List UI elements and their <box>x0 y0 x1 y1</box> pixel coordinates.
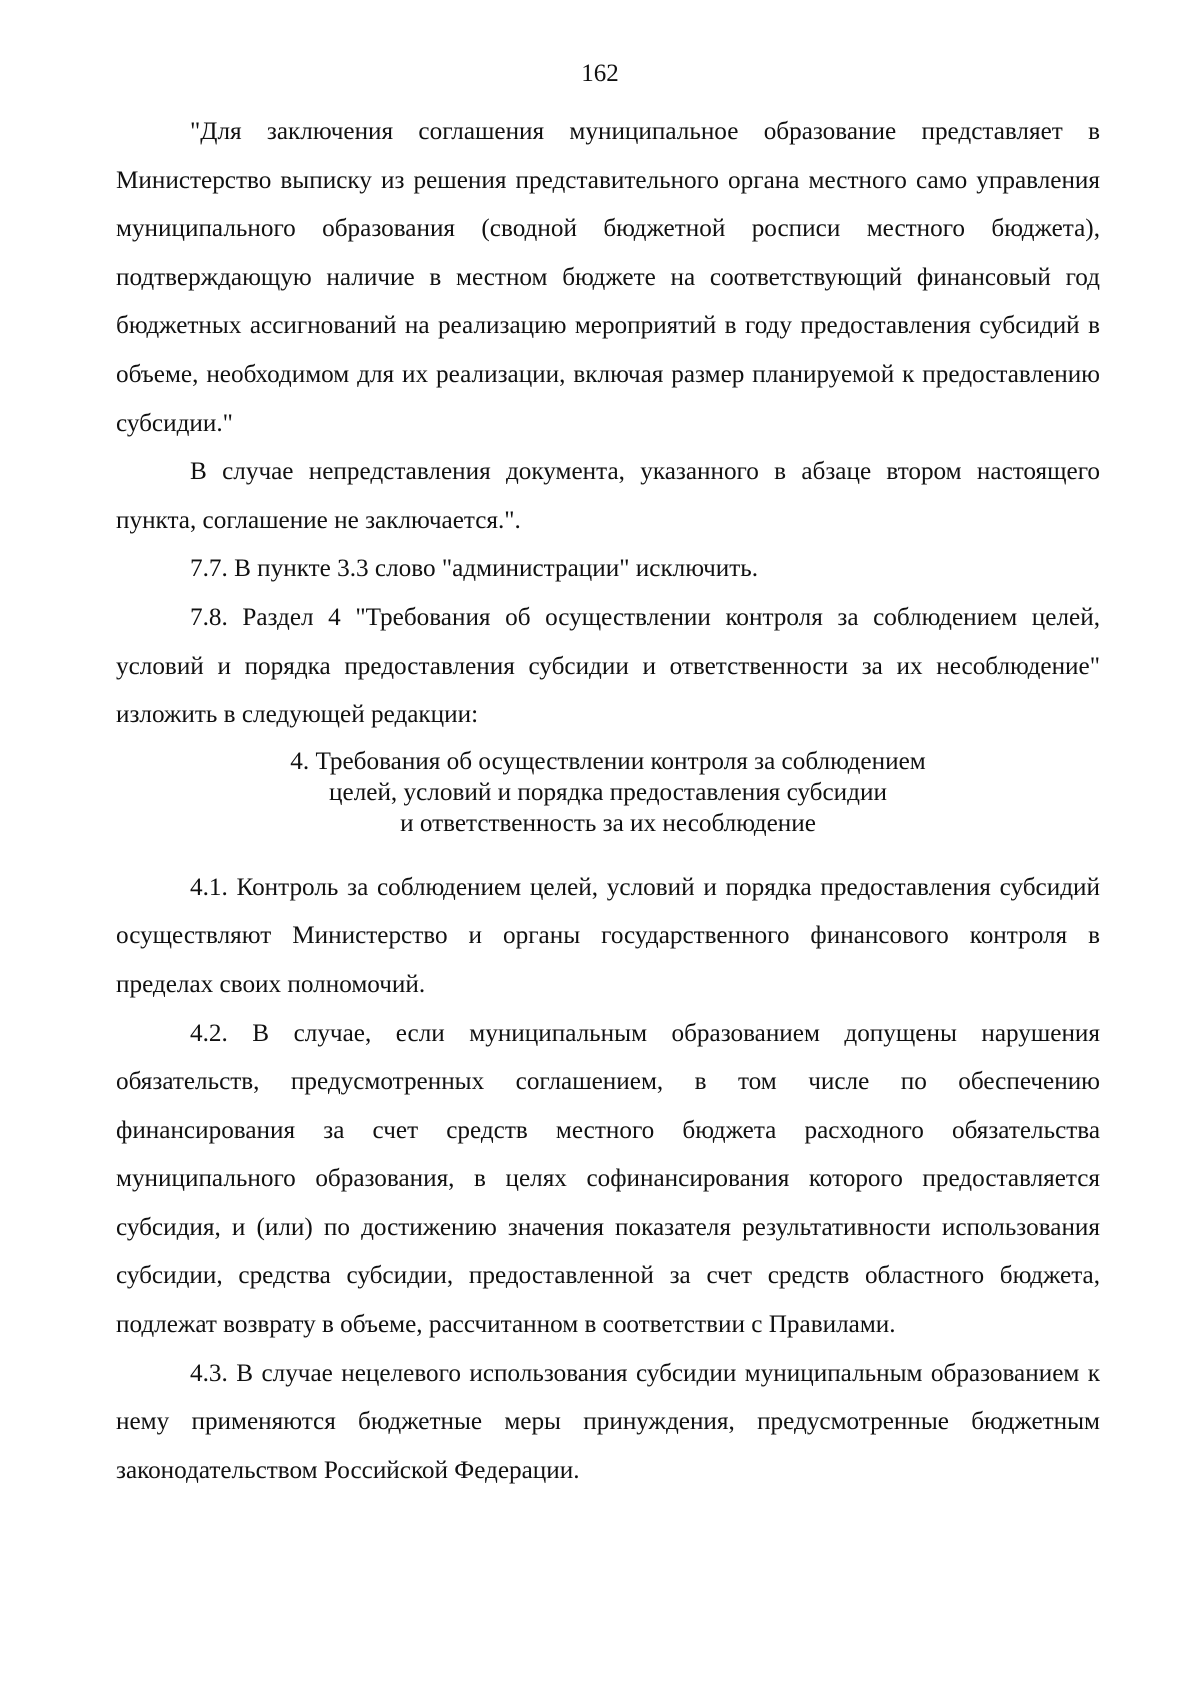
paragraph-7-7: 7.7. В пункте 3.3 слово "администрации" исключить. <box>190 555 759 583</box>
section-4-heading-line-1: 4. Требования об осуществлении контроля за соблюдением <box>290 747 926 775</box>
page-number: 162 <box>581 60 619 87</box>
paragraph-4-2: 4.2. В случае, если муниципальным образованием допущены нарушения обязательств, предусмотренных соглашением, в том числе по обеспечению финансирования за счет средств местного бюджета расходного обязательства муниципального образования, в целях софинансирования которого предоставляется субсидия, и (или) по достижению значения показателя результативности использования субсидии, средства субсидии, предоставленной за счет средств областного бюджета, подлежат возврату в объеме, рассчитанном в соответствии с Правилами. <box>116 1019 1100 1339</box>
paragraph-4-1: 4.1. Контроль за соблюдением целей, условий и порядка предоставления субсидий осуществляют Министерство и органы государственного финансового контроля в пределах своих полномочий. <box>116 873 1100 998</box>
paragraph-7-8: 7.8. Раздел 4 "Требования об осуществлении контроля за соблюдением целей, условий и порядка предоставления субсидии и ответственности за их несоблюдение" изложить в следующей редакции: <box>116 603 1100 729</box>
paragraph-4-3: 4.3. В случае нецелевого использования субсидии муниципальным образованием к нему применяются бюджетные меры принуждения, предусмотренные бюджетным законодательством Российской Федерации. <box>116 1359 1100 1484</box>
section-4-heading-line-2: целей, условий и порядка предоставления субсидии <box>329 778 887 806</box>
document-body <box>116 108 1100 1495</box>
paragraph-non-submission: В случае непредставления документа, указанного в абзаце втором настоящего пункта, соглашение не заключается.". <box>116 458 1100 534</box>
section-4-heading-line-3: и ответственность за их несоблюдение <box>400 809 816 837</box>
paragraph-agreement-documents: "Для заключения соглашения муниципальное образование представляет в Министерство выписку из решения представительного органа местного само управления муниципального образования (сводной бюджетной росписи местного бюджета), подтверждающую наличие в местном бюджете на соответствующий финансовый год бюджетных ассигнований на реализацию мероприятий в году предоставления субсидий в объеме, необходимом для их реализации, включая размер планируемой к предоставлению субсидии." <box>116 118 1100 437</box>
section-4-heading <box>116 746 1100 839</box>
